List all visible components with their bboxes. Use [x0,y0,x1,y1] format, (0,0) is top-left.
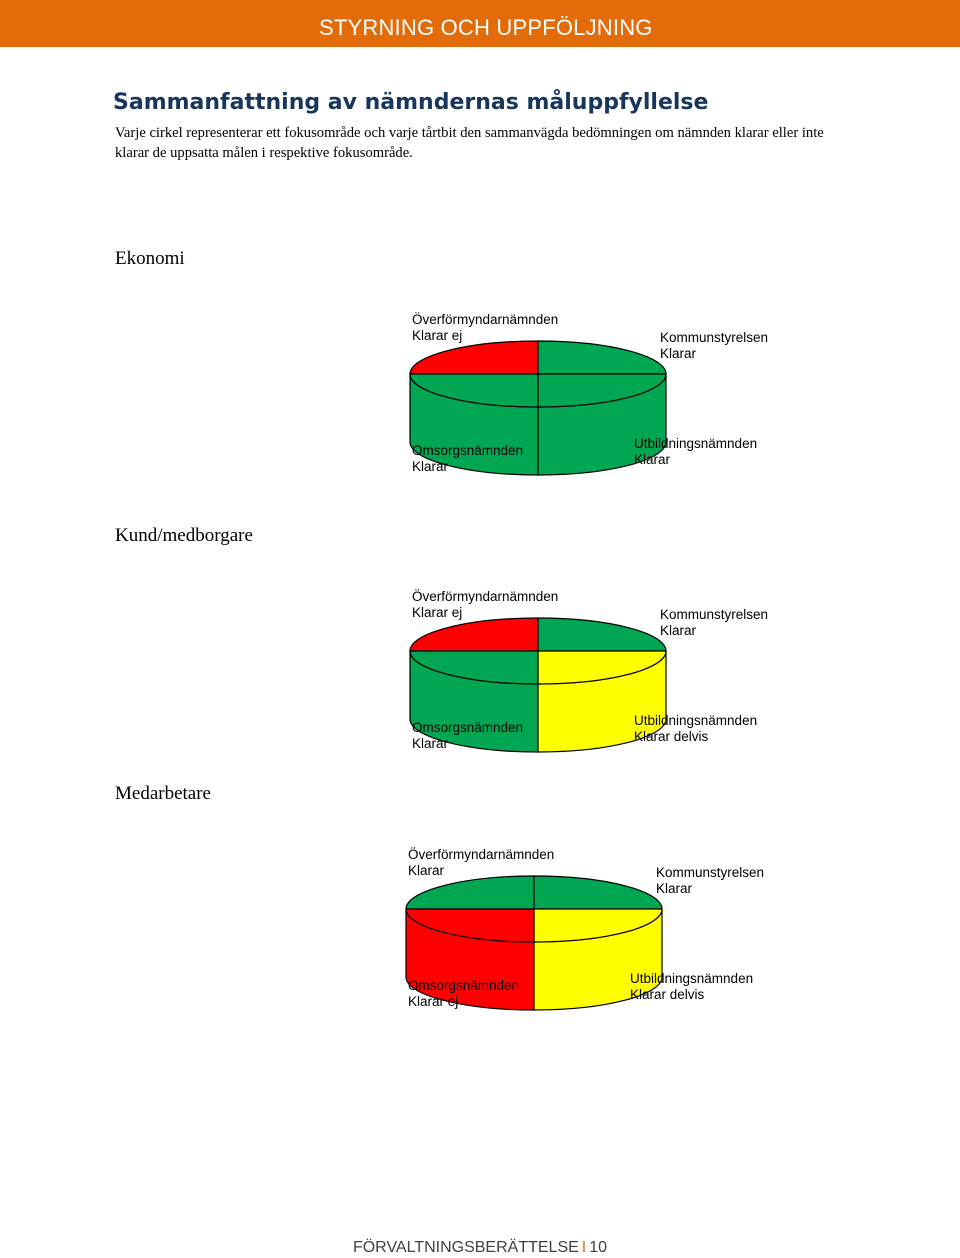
slice-label--verf-rmyndarn-mnden: Överförmyndarnämnden [408,847,555,862]
slice-label-kommunstyrelsen: Kommunstyrelsen [660,607,769,622]
slice-status--verf-rmyndarn-mnden: Klarar ej [412,328,463,343]
pie-slice--verf-rmyndarn-mnden [406,876,534,909]
section-title-kund: Kund/medborgare [115,525,253,546]
slice-label-utbildningsn-mnden: Utbildningsnämnden [634,713,758,728]
slice-label--verf-rmyndarn-mnden: Överförmyndarnämnden [412,312,559,327]
slice-status-omsorgsn-mnden: Klarar [412,736,449,751]
slice-status--verf-rmyndarn-mnden: Klarar [408,863,445,878]
slice-label-utbildningsn-mnden: Utbildningsnämnden [630,971,754,986]
section-title-medarbetare: Medarbetare [115,783,211,804]
intro-text: Varje cirkel representerar ett fokusområde och varje tårtbit den sammanvägda bedömningen om nämnden klarar eller inte klarar de uppsatta målen i respektive fokusområde. [115,125,824,161]
slice-status--verf-rmyndarn-mnden: Klarar ej [412,605,463,620]
slice-label-kommunstyrelsen: Kommunstyrelsen [656,865,765,880]
slice-status-omsorgsn-mnden: Klarar [412,459,449,474]
slice-label-utbildningsn-mnden: Utbildningsnämnden [634,436,758,451]
pie-slice-kommunstyrelsen [534,876,662,909]
slice-status-kommunstyrelsen: Klarar [656,881,693,896]
footer-separator: I [581,1239,587,1256]
slice-status-omsorgsn-mnden: Klarar ej [408,994,459,1009]
header-title: STYRNING OCH UPPFÖLJNING [319,15,653,40]
page-heading: Sammanfattning av nämndernas måluppfyllelse [113,90,709,115]
slice-label-kommunstyrelsen: Kommunstyrelsen [660,330,769,345]
slice-status-utbildningsn-mnden: Klarar delvis [634,729,709,744]
footer-page-number: 10 [589,1239,608,1256]
footer-label: FÖRVALTNINGSBERÄTTELSE [352,1239,579,1256]
slice-label-omsorgsn-mnden: Omsorgsnämnden [408,978,520,993]
slice-status-kommunstyrelsen: Klarar [660,623,697,638]
slice-status-utbildningsn-mnden: Klarar [634,452,671,467]
slice-label-omsorgsn-mnden: Omsorgsnämnden [412,720,524,735]
slice-label-omsorgsn-mnden: Omsorgsnämnden [412,443,524,458]
section-title-ekonomi: Ekonomi [115,248,185,269]
footer [0,1239,960,1257]
slice-label--verf-rmyndarn-mnden: Överförmyndarnämnden [412,589,559,604]
slice-status-kommunstyrelsen: Klarar [660,346,697,361]
slice-status-utbildningsn-mnden: Klarar delvis [630,987,705,1002]
